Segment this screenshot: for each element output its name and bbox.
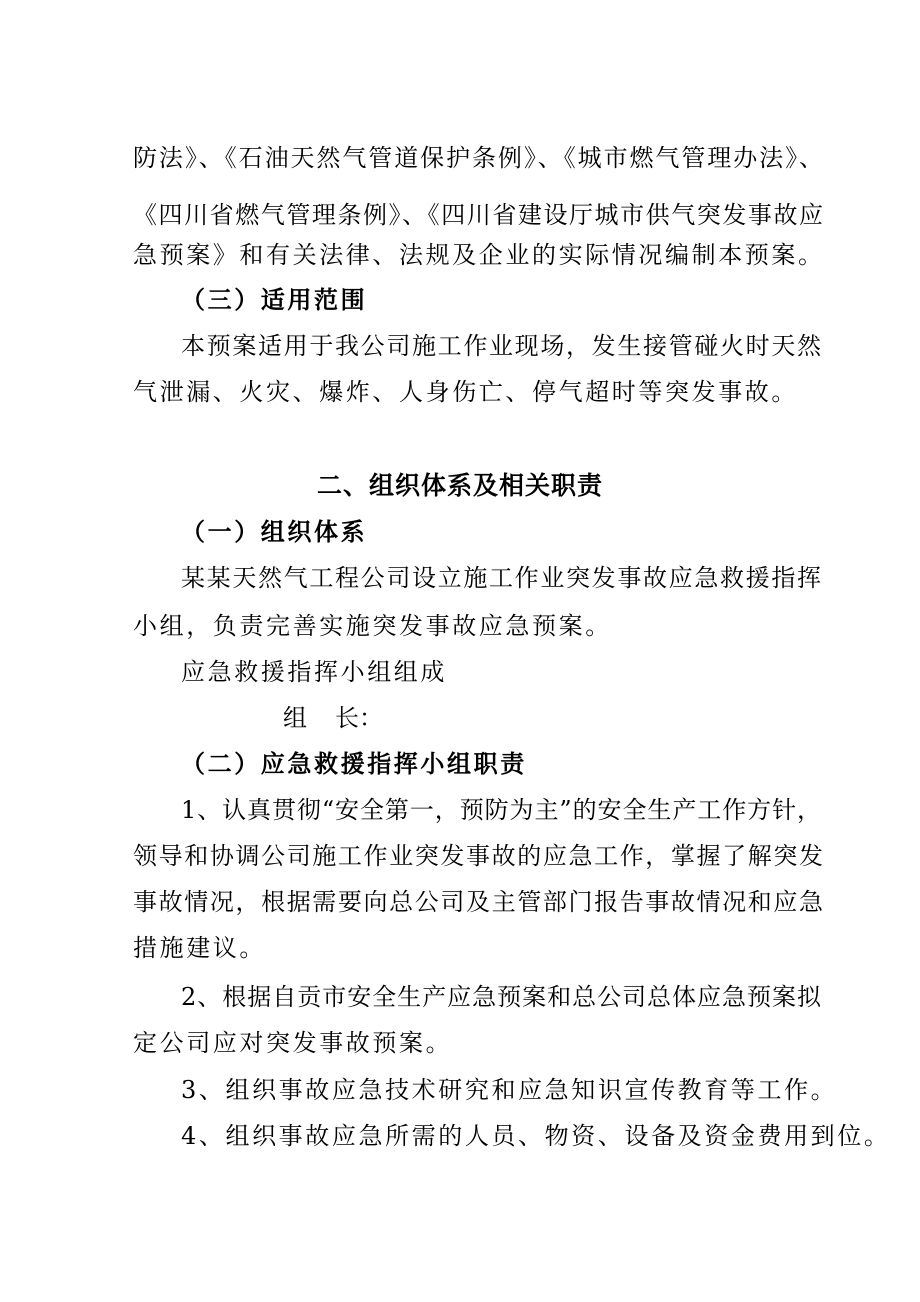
basis-line-2: 《四川省燃气管理条例》、《四川省建设厅城市供气突发事故应 (133, 201, 823, 229)
duty-1-line-2: 领导和协调公司施工作业突发事故的应急工作，掌握了解突发 (133, 842, 823, 870)
duty-3: 3、组织事故应急技术研究和应急知识宣传教育等工作。 (181, 1076, 838, 1104)
leader-label-b: 长： (335, 704, 383, 732)
scope-line-2: 气泄漏、火灾、爆炸、人身伤亡、停气超时等突发事故。 (133, 378, 798, 406)
org-title: （一）组织体系 (181, 518, 368, 546)
duties-title: （二）应急救援指挥小组职责 (181, 750, 527, 778)
org-line-3: 应急救援指挥小组组成 (181, 658, 447, 686)
duty-1-line-3: 事故情况，根据需要向总公司及主管部门报告事故情况和应急 (133, 888, 823, 916)
leader-row (283, 698, 920, 738)
basis-line-1: 防法》、《石油天然气管道保护条例》、《城市燃气管理办法》、 (133, 144, 823, 172)
scope-line-1: 本预案适用于我公司施工作业现场，发生接管碰火时天然 (181, 332, 821, 360)
duty-4: 4、组织事故应急所需的人员、物资、设备及资金费用到位。 (181, 1122, 891, 1150)
chapter-title: 二、组织体系及相关职责 (316, 471, 603, 500)
org-line-1: 某某天然气工程公司设立施工作业突发事故应急救援指挥 (181, 564, 821, 592)
duty-1-line-1: 1、认真贯彻“安全第一，预防为主”的安全生产工作方针， (181, 796, 821, 824)
basis-line-3: 急预案》和有关法律、法规及企业的实际情况编制本预案。 (133, 241, 825, 269)
duty-2-line-1: 2、根据自贡市安全生产应急预案和总公司总体应急预案拟 (181, 983, 821, 1011)
duty-1-line-4: 措施建议。 (133, 934, 266, 962)
leader-label-a: 组 (283, 704, 307, 732)
org-line-2: 小组，负责完善实施突发事故应急预案。 (133, 612, 612, 640)
scope-title: （三）适用范围 (181, 286, 368, 314)
duty-2-line-2: 定公司应对突发事故预案。 (133, 1029, 453, 1057)
